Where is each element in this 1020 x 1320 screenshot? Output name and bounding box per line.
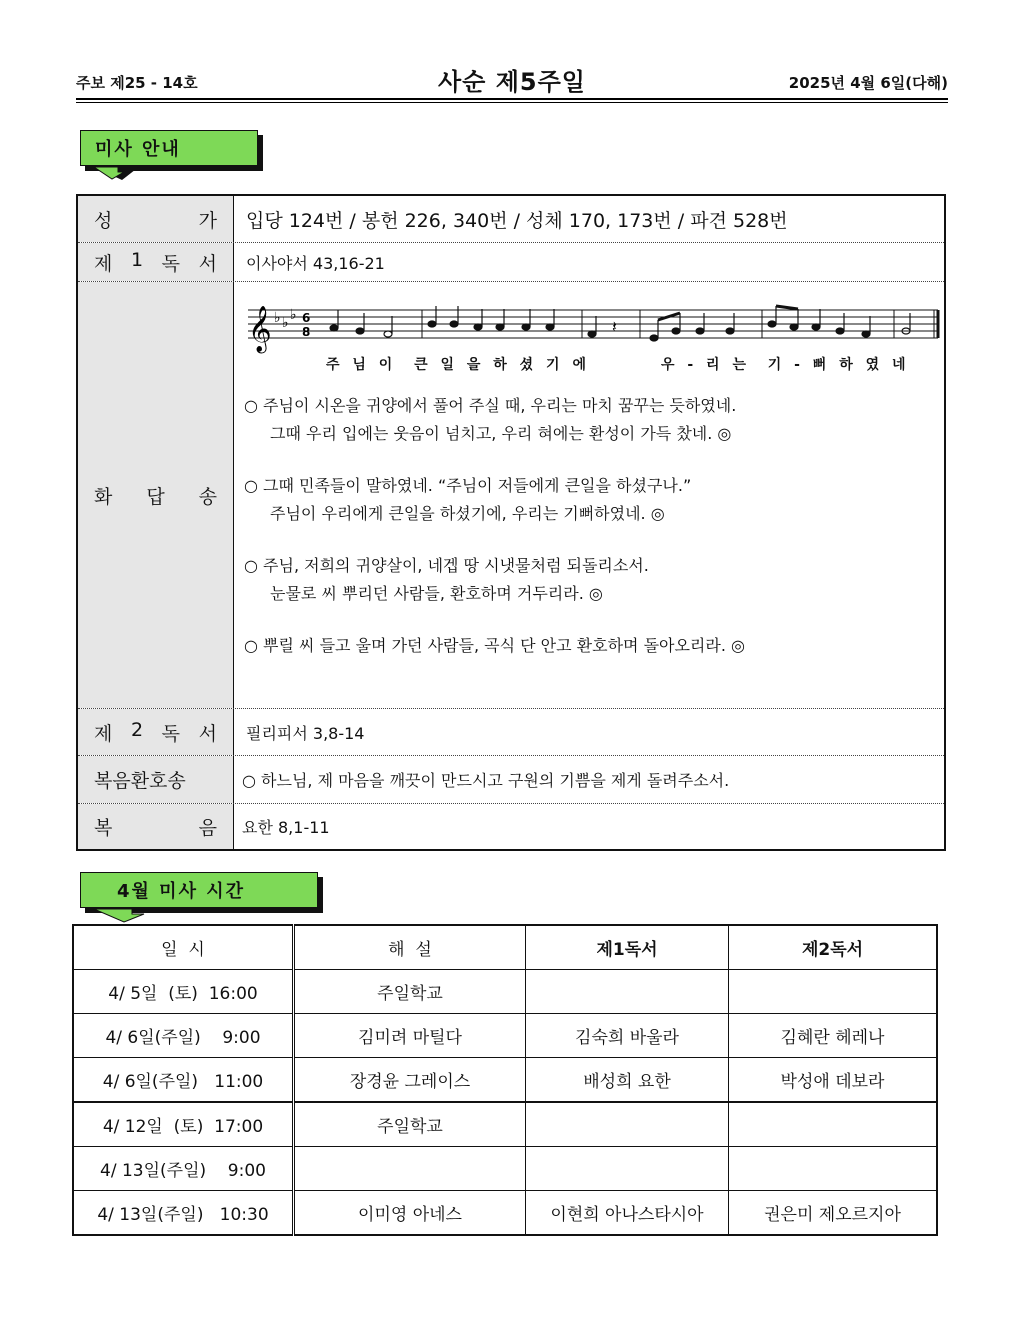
gospel-value: 요한 8,1-11 [242,818,330,837]
section-tag-mass-guide [80,130,258,166]
label-gospel: 복 음 [78,804,234,849]
table-row: 4/ 12일 (토) 17:00 주일학교 [73,1102,937,1147]
section-tag-schedule [80,872,318,908]
row-psalm [78,282,944,709]
row-reading1 [78,243,944,282]
table-row: 4/ 5일 (토) 16:00 주일학교 [73,970,937,1014]
col-header-commentary: 해 설 [294,925,526,970]
issue-number: 주보 제25 - 14호 [76,74,198,92]
psalm-lyrics: 주 님 이 큰 일 을 하 셨 기 에 우 - 리 는 기 - 뻐 하 였 네 [326,357,910,373]
mass-guide-table [76,194,946,851]
tag-arrow-icon [92,908,154,924]
row-acclamation [78,756,944,804]
reading1-value: 이사야서 43,16-21 [246,253,385,273]
svg-text:𝄽: 𝄽 [612,317,617,336]
section-tag-label: 4월 미사 시간 [117,881,245,902]
label-acclamation: 복음환호송 [78,756,234,803]
row-reading2 [78,709,944,756]
svg-text:♭: ♭ [282,315,289,331]
label-reading1: 제 1 독 서 [78,243,234,281]
tag-arrow-icon [92,166,142,182]
svg-text:6: 6 [302,311,311,325]
psalm-verse: ○ 주님이 시온을 귀양에서 풀어 주실 때, 우리는 마치 꿈꾸는 듯하였네. 그때 우리 입에는 웃음이 넘치고, 우리 혀에는 환성이 가득 찼네. ◎ [244,396,737,443]
svg-text:𝄞: 𝄞 [248,306,272,352]
row-gospel [78,804,944,849]
hymns-value: 입당 124번 / 봉헌 226, 340번 / 성체 170, 173번 / 파견 528번 [246,209,788,232]
header-rule-thin [76,102,948,103]
table-row: 4/ 13일(주일) 10:30 이미영 아네스 이현희 아나스타시아 권은미 제오르지아 [73,1191,937,1236]
col-header-datetime: 일 시 [73,925,294,970]
table-row: 4/ 6일(주일) 11:00 장경윤 그레이스 배성희 요한 박성애 데보라 [73,1058,937,1103]
reading2-value: 필리피서 3,8-14 [246,723,365,743]
table-row: 4/ 6일(주일) 9:00 김미려 마틸다 김숙희 바울라 김혜란 헤레나 [73,1014,937,1058]
col-header-reading2: 제2독서 [729,925,938,970]
acclamation-value: ○ 하느님, 제 마음을 깨끗이 만드시고 구원의 기쁨을 제게 돌려주소서. [242,771,730,790]
page-title: 사순 제5주일 [438,68,586,96]
header-rule [76,98,948,100]
psalm-verse: ○ 그때 민족들이 말하였네. “주님이 저들에게 큰일을 하셨구나.” 주님이 우리에게 큰일을 하셨기에, 우리는 기뻐하였네. ◎ [244,476,692,523]
label-psalm: 화 답 송 [78,282,234,708]
label-hymns: 성 가 [78,196,234,242]
col-header-reading1: 제1독서 [526,925,729,970]
section-tag-label: 미사 안내 [95,139,181,160]
psalm-content [234,282,950,708]
svg-text:♭: ♭ [274,310,281,326]
bulletin-header [76,62,948,98]
label-reading2: 제 2 독 서 [78,709,234,755]
mass-schedule-table [72,924,938,1236]
music-notation [244,296,940,354]
psalm-verse: ○ 주님, 저희의 귀양살이, 네겝 땅 시냇물처럼 되돌리소서. 눈물로 씨 뿌리던 사람들, 환호하며 거두리라. ◎ [244,556,649,603]
svg-text:♭: ♭ [290,307,297,323]
issue-date: 2025년 4월 6일(다해) [788,74,948,92]
psalm-verse: ○ 뿌릴 씨 들고 울며 가던 사람들, 곡식 단 안고 환호하며 돌아오리라. ◎ [244,636,745,655]
table-row: 4/ 13일(주일) 9:00 [73,1147,937,1191]
table-header-row [73,925,937,970]
row-hymns [78,196,944,243]
svg-text:8: 8 [302,325,311,339]
